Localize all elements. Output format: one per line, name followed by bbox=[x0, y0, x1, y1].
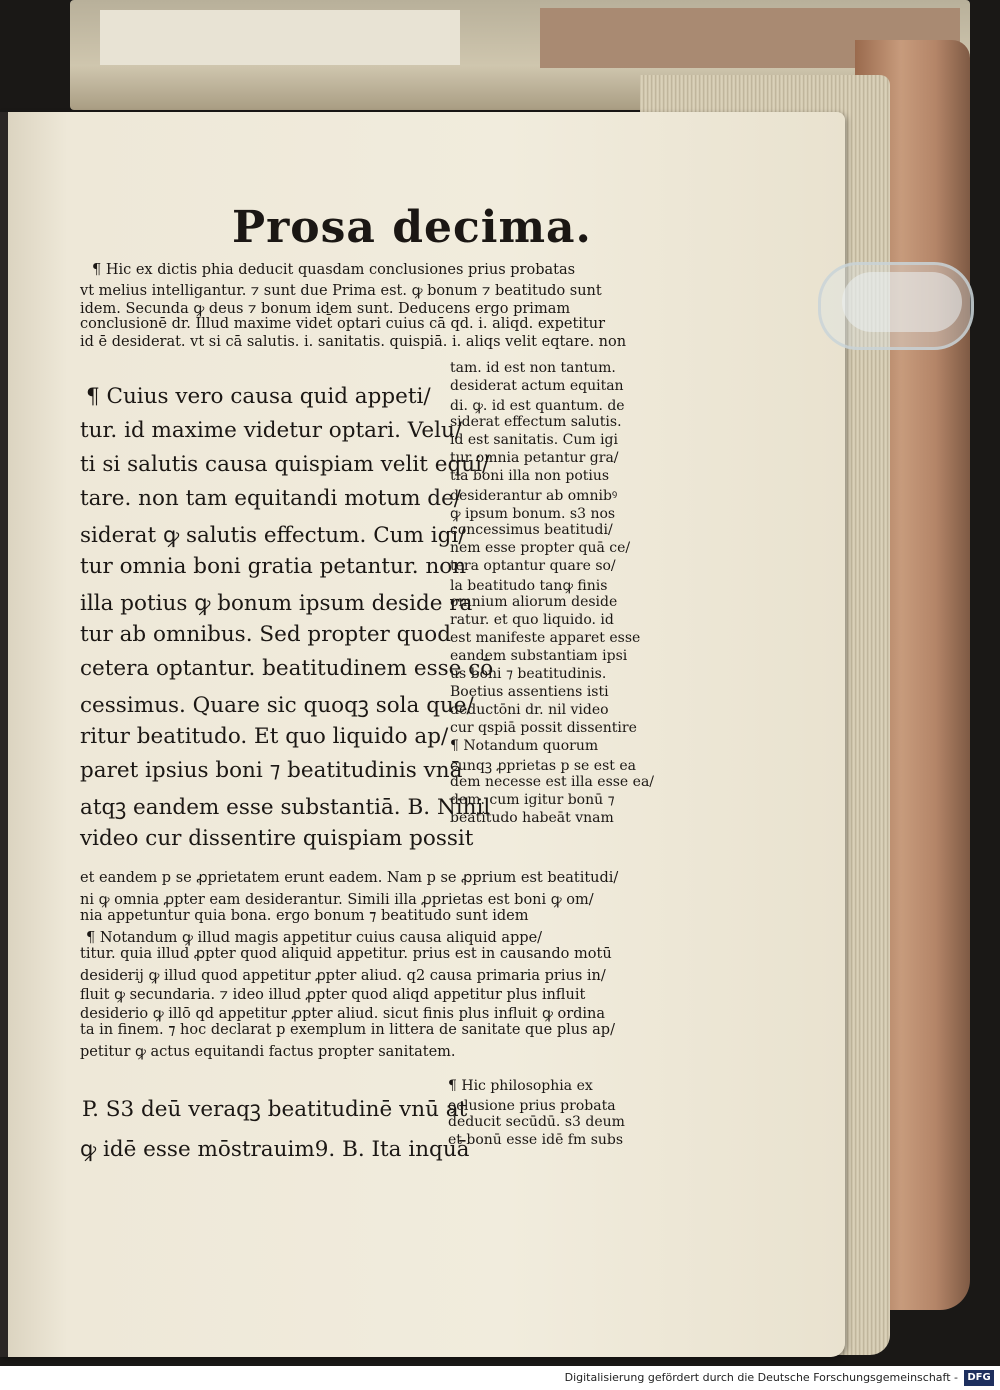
gloss-line: tur omnia petantur gra/ bbox=[450, 450, 619, 466]
main-text-line: P. S3 deū veraqꝫ beatitudinē vnū at bbox=[82, 1097, 468, 1122]
main-text-line: ritur beatitudo. Et quo liquido ap/ bbox=[80, 724, 449, 749]
gloss-line: Boetius assentiens isti bbox=[450, 684, 609, 700]
main-text-line: ti si salutis causa quispiam velit equi/ bbox=[80, 452, 490, 477]
dfg-logo: DFG bbox=[964, 1370, 994, 1386]
commentary-line: petitur ꝙ actus equitandi factus propter sanitatem. bbox=[80, 1044, 456, 1060]
gloss-line: dem necesse est illa esse ea/ bbox=[450, 774, 655, 790]
footer-bar bbox=[0, 1366, 1000, 1390]
main-text-line: tare. non tam equitandi motum de/ bbox=[80, 486, 462, 511]
main-text-line: siderat ꝙ salutis effectum. Cum igi/ bbox=[80, 523, 466, 548]
gloss-line: tia boni illa non potius bbox=[450, 468, 610, 484]
main-text-line: video cur dissentire quispiam possit bbox=[80, 826, 474, 851]
commentary-line: titur. quia illud ꝓpter quod aliquid appetitur. prius est in causando motū bbox=[80, 946, 612, 962]
summary-line: conclusionē dr. Illud maxime videt̄ optari cuius cā qd. i. aliqd. expetitur bbox=[80, 316, 606, 332]
gloss-line: est manifeste apparet esse bbox=[450, 630, 641, 646]
commentary-line: ¶ Notandum ꝙ illud magis appetitur cuius causa aliquid appe/ bbox=[86, 930, 543, 946]
commentary-line: ta in finem. ⁊ hoc declarat p exemplum in littera de sanitate que plus ap/ bbox=[80, 1022, 615, 1038]
gloss-line: eandem substantiam ipsi bbox=[450, 648, 628, 664]
main-text-line: illa potius ꝙ bonum ipsum deside ra bbox=[80, 591, 473, 616]
page-clip-glass bbox=[842, 272, 962, 332]
gloss-line: id est sanitatis. Cum igi bbox=[450, 432, 618, 448]
main-text-line: tur ab omnibus. Sed propter quod bbox=[80, 622, 451, 647]
summary-line: idem. Secunda ꝙ deus ⁊ bonum idem sunt. Deducens ergo primam bbox=[80, 301, 571, 317]
gloss-line: nem esse propter quā ce/ bbox=[450, 540, 631, 556]
gloss-line: deducit secūdū. s3 deum bbox=[448, 1114, 625, 1130]
main-text-line: atqꝫ eandem esse substantiā. B. Nihil bbox=[80, 795, 491, 820]
summary-line: ¶ Hic ex dictis phia deducit quasdam conclusiones prius probatas bbox=[92, 262, 576, 278]
main-text-line: tur. id maxime videtur optari. Velu/ bbox=[80, 418, 463, 443]
commentary-line: ni ꝙ omnia ꝓpter eam desiderantur. Simili illa ꝓprietas est boni ꝙ om/ bbox=[80, 892, 594, 908]
gloss-line: et bonū esse idē fm subs bbox=[448, 1132, 624, 1148]
summary-line: id ē desiderat. vt si cā salutis. i. sanitatis. quispiā. i. aliqs velit eqtare. non bbox=[80, 334, 627, 350]
commentary-line: desiderio ꝙ illō qd appetitur ꝓpter aliud. sicut finis plus influit ꝙ ordina bbox=[80, 1006, 606, 1022]
commentary-line: desiderij ꝙ illud quod appetitur ꝓpter aliud. q2 causa primaria prius in/ bbox=[80, 968, 606, 984]
main-text-line: ꝙ idē esse mōstrauim9. B. Ita inquā bbox=[80, 1137, 470, 1162]
gloss-line: cunqꝫ ꝓprietas p se est ea bbox=[450, 758, 636, 774]
gloss-line: omnium aliorum deside bbox=[450, 594, 618, 610]
gloss-line: ¶ Notandum quorum bbox=[450, 738, 599, 754]
gloss-line: di. ꝙ. id est quantum. de bbox=[450, 398, 625, 414]
gloss-line: us boni ⁊ beatitudinis. bbox=[450, 666, 607, 682]
gloss-line: beatitudo habeāt vnam bbox=[450, 810, 614, 826]
gloss-line: deductōni dr. nil video bbox=[450, 702, 609, 718]
gloss-line: ꝯclusione prius probata bbox=[448, 1098, 616, 1114]
paper-label bbox=[100, 10, 460, 65]
gloss-line: desiderantur ab omnibꝰ bbox=[450, 488, 618, 504]
gutter bbox=[0, 112, 8, 1357]
gloss-line: dem. cum igitur bonū ⁊ bbox=[450, 792, 615, 808]
gloss-line: tam. id est non tantum. bbox=[450, 360, 616, 376]
main-text-line: ¶ Cuius vero causa quid appeti/ bbox=[86, 384, 431, 409]
gloss-line: concessimus beatitudi/ bbox=[450, 522, 613, 538]
gloss-line: tera optantur quare so/ bbox=[450, 558, 616, 574]
gloss-line: ¶ Hic philosophia ex bbox=[448, 1078, 593, 1094]
footer-credit: Digitalisierung gefördert durch die Deutsche Forschungsgemeinschaft - bbox=[564, 1371, 958, 1384]
gloss-line: cur qspiā possit dissentire bbox=[450, 720, 637, 736]
gloss-line: ꝙ ipsum bonum. s3 nos bbox=[450, 506, 616, 522]
main-text-line: cetera optantur. beatitudinem esse cō bbox=[80, 656, 494, 681]
page-heading: Prosa decima. bbox=[232, 202, 592, 253]
main-text-line: tur omnia boni gratia petantur. non bbox=[80, 554, 467, 579]
commentary-line: et eandem p se ꝓprietatem erunt eadem. Nam p se ꝓprium est beatitudi/ bbox=[80, 870, 619, 886]
summary-line: vt melius intelligantur. ⁊ sunt due Prima est. ꝙ bonum ⁊ beatitudo sunt bbox=[80, 283, 602, 299]
commentary-line: nia appetuntur quia bona. ergo bonum ⁊ beatitudo sunt idem bbox=[80, 908, 529, 924]
gloss-line: desiderat actum equitan bbox=[450, 378, 624, 394]
gloss-line: siderat effectum salutis. bbox=[450, 414, 622, 430]
main-text-line: cessimus. Quare sic quoqꝫ sola que/ bbox=[80, 693, 474, 718]
main-text-line: paret ipsius boni ⁊ beatitudinis vnā bbox=[80, 758, 463, 783]
gloss-line: ratur. et quo liquido. id bbox=[450, 612, 614, 628]
commentary-line: fluit ꝙ secundaria. ⁊ ideo illud ꝓpter quod aliqd appetitur plus influit bbox=[80, 987, 586, 1003]
gloss-line: la beatitudo tanꝙ finis bbox=[450, 578, 608, 594]
